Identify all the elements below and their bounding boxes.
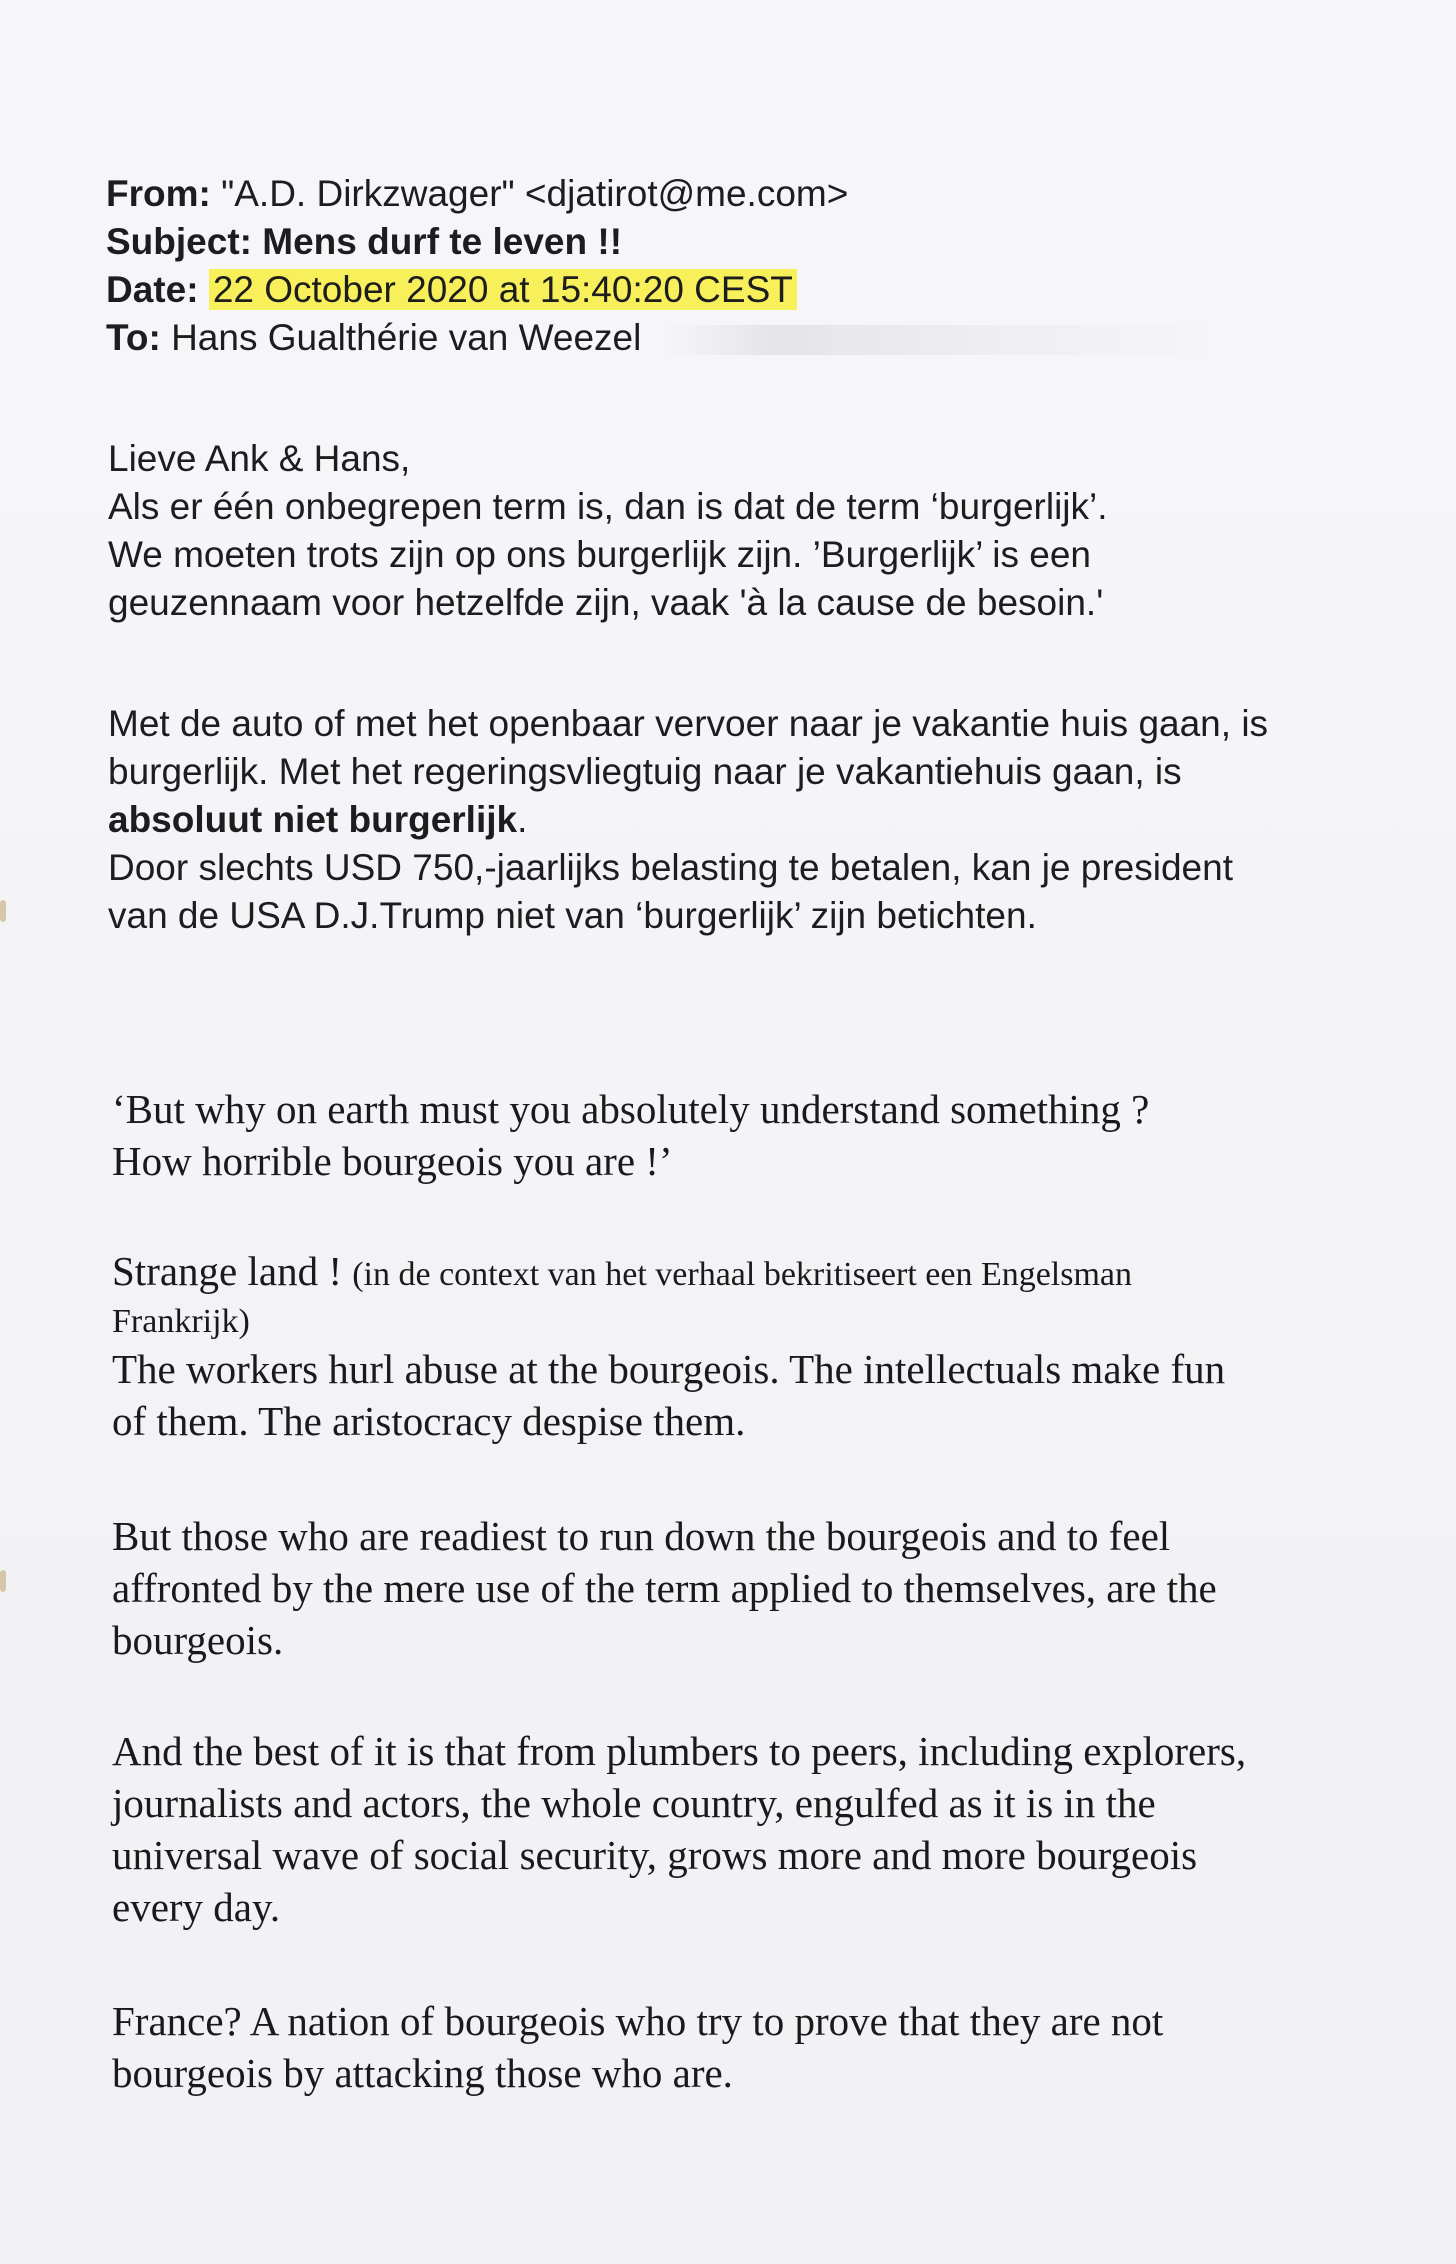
workers-line: of them. The aristocracy despise them. [112, 1398, 746, 1444]
best-line: every day. [112, 1884, 281, 1930]
dutch-p2-line: Met de auto of met het openbaar vervoer naar je vakantie huis gaan, is [108, 703, 1269, 744]
period: . [517, 799, 528, 840]
date-value: 22 October 2020 at 15:40:20 CEST [209, 269, 797, 310]
subject-line [106, 218, 1306, 266]
english-strange-land [112, 1245, 1402, 1447]
best-line: And the best of it is that from plumbers to peers, including explorers, [112, 1728, 1247, 1774]
from-label: From: [106, 173, 211, 214]
subject-label: Subject: [106, 221, 252, 262]
to-label: To: [106, 317, 161, 358]
subject-value: Mens durf te leven !! [262, 221, 623, 262]
greeting: Lieve Ank & Hans, [108, 438, 411, 479]
dutch-p2-line: burgerlijk. Met het regeringsvliegtuig naar je vakantiehuis gaan, is [108, 751, 1182, 792]
dutch-p3-line: Door slechts USD 750,-jaarlijks belasting te betalen, kan je president [108, 847, 1233, 888]
france-line: France? A nation of bourgeois who try to prove that they are not [112, 1998, 1164, 2044]
email-header [106, 170, 1306, 362]
readiest-line: bourgeois. [112, 1617, 284, 1663]
best-line: universal wave of social security, grows more and more bourgeois [112, 1832, 1198, 1878]
readiest-line: But those who are readiest to run down the bourgeois and to feel [112, 1513, 1171, 1559]
date-label: Date: [106, 269, 199, 310]
dutch-p1-line: Als er één onbegrepen term is, dan is dat de term ‘burgerlijk’. [108, 486, 1108, 527]
workers-line: The workers hurl abuse at the bourgeois. The intellectuals make fun [112, 1346, 1226, 1392]
dutch-paragraph-2 [108, 700, 1408, 940]
dutch-p1-line: We moeten trots zijn op ons burgerlijk zijn. ’Burgerlijk’ is een [108, 534, 1091, 575]
english-quote [112, 1083, 1402, 1187]
to-value: Hans Gualthérie van Weezel [171, 317, 642, 358]
dutch-p1-line: geuzennaam voor hetzelfde zijn, vaak 'à la cause de besoin.' [108, 582, 1104, 623]
france-line: bourgeois by attacking those who are. [112, 2050, 733, 2096]
dutch-p2-line [108, 796, 1408, 844]
strange-land: Strange land ! [112, 1248, 353, 1294]
dutch-body [108, 435, 1408, 627]
translator-note: (in de context van het verhaal bekritiseert een Engelsman [352, 1256, 1133, 1293]
strange-land-line [112, 1245, 1402, 1301]
to-line [106, 314, 1306, 362]
quote-line: ‘But why on earth must you absolutely understand something ? [112, 1086, 1150, 1132]
redacted-address [662, 325, 1222, 355]
translator-note-line: Frankrijk) [112, 1303, 250, 1340]
edge-mark [0, 1570, 6, 1592]
date-line [106, 266, 1306, 314]
edge-mark [0, 900, 6, 922]
quote-line: How horrible bourgeois you are !’ [112, 1138, 673, 1184]
from-line [106, 170, 1306, 218]
readiest-line: affronted by the mere use of the term applied to themselves, are the [112, 1565, 1217, 1611]
english-readiest [112, 1510, 1402, 1666]
dutch-p3-line: van de USA D.J.Trump niet van ‘burgerlijk’ zijn betichten. [108, 895, 1037, 936]
from-value: "A.D. Dirkzwager" <djatirot@me.com> [221, 173, 849, 214]
english-france [112, 1995, 1402, 2099]
emphasis-bold: absoluut niet burgerlijk [108, 799, 518, 840]
best-line: journalists and actors, the whole country, engulfed as it is in the [112, 1780, 1156, 1826]
english-best [112, 1725, 1402, 1933]
